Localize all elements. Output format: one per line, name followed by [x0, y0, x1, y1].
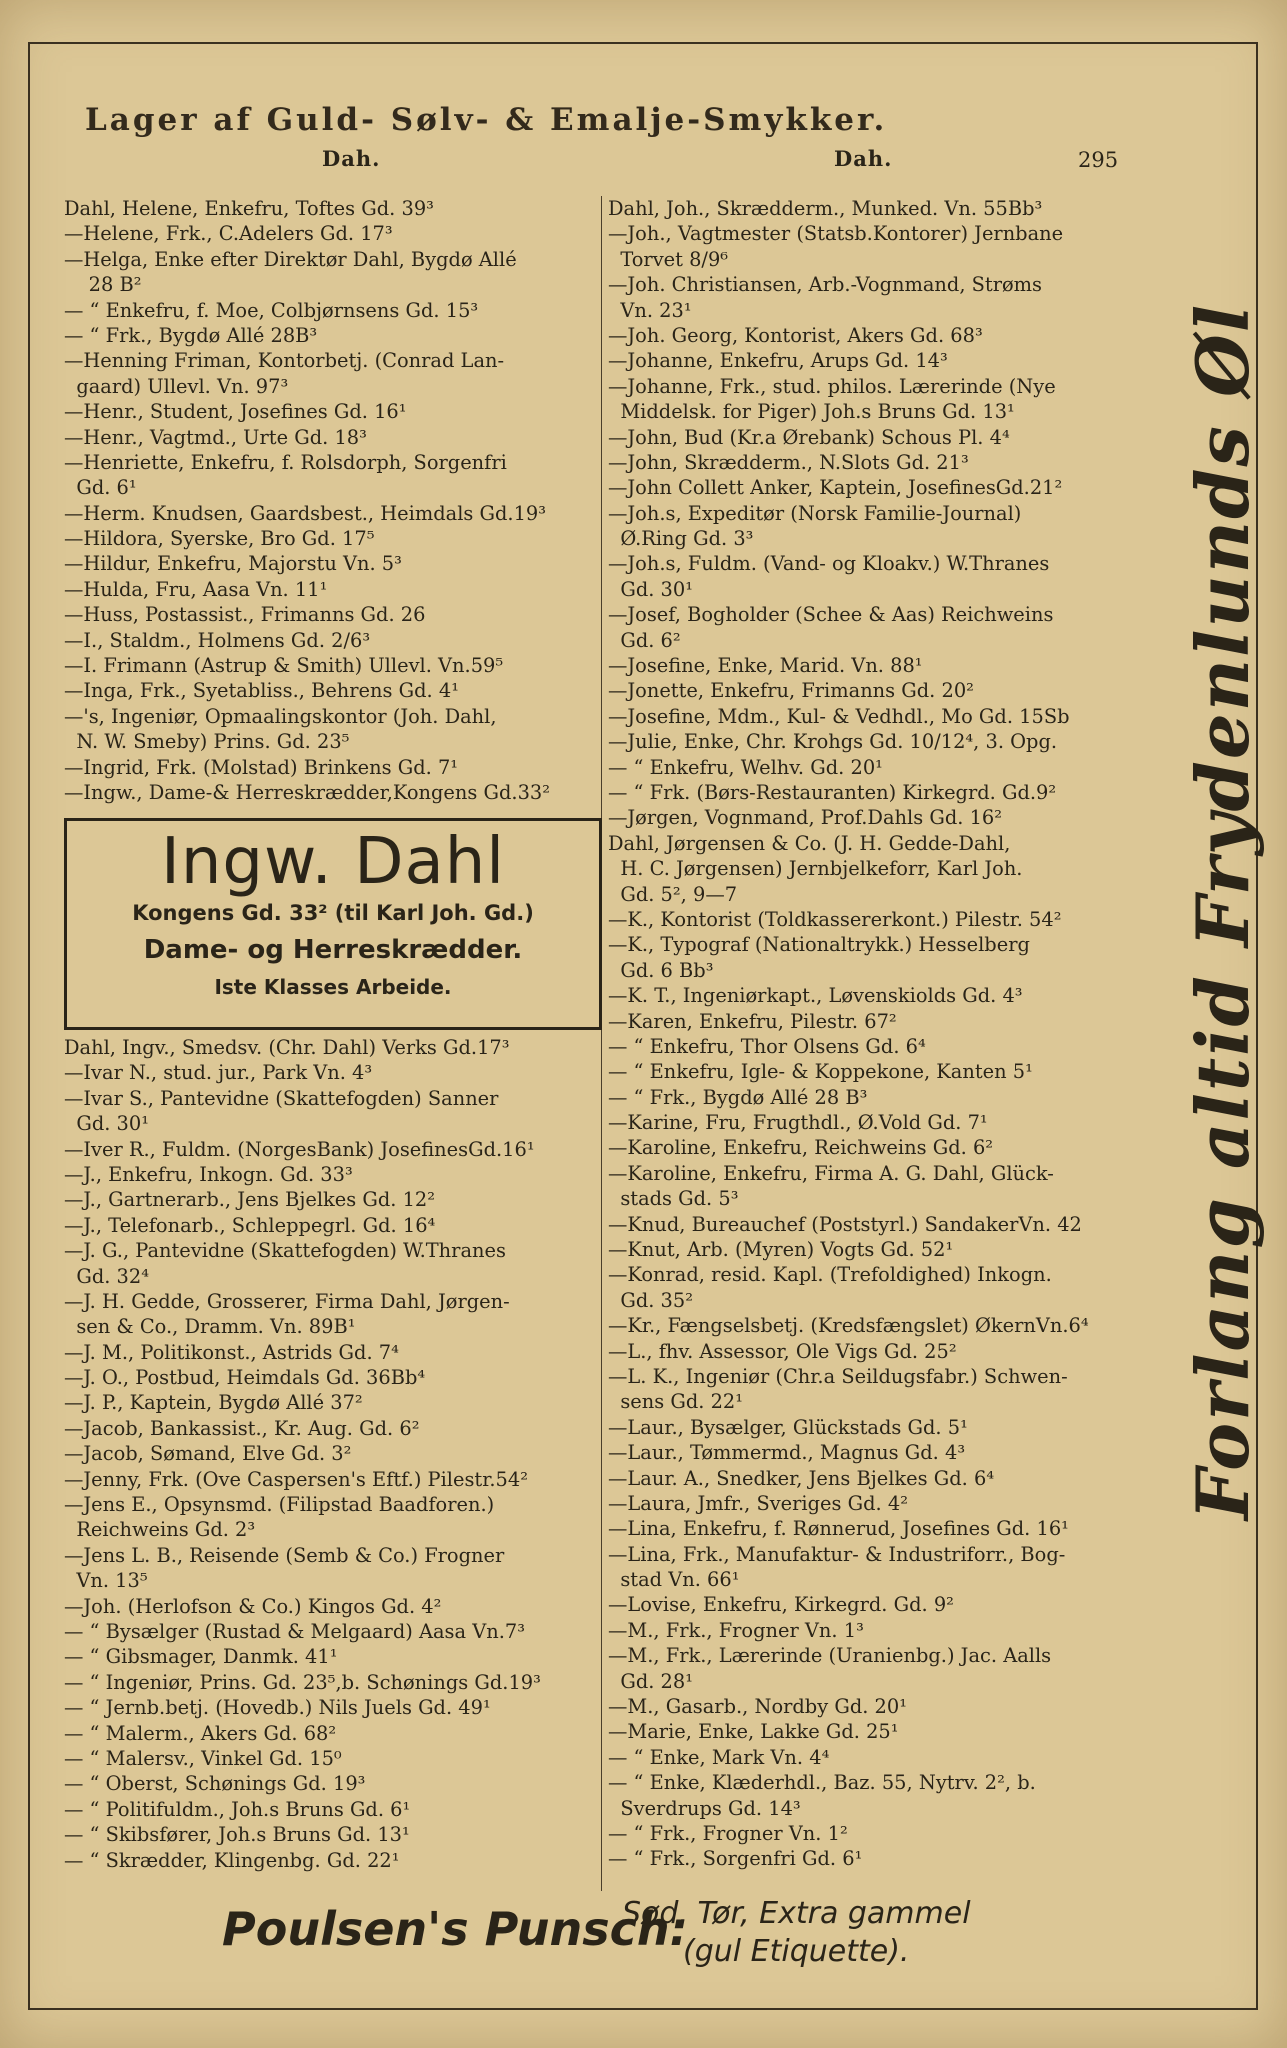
directory-entry: —Lina, Enkefru, f. Rønnerud, Josefines Gd. 16¹ — [608, 1517, 1069, 1541]
directory-entry: —L., fhv. Assessor, Ole Vigs Gd. 25² — [608, 1339, 957, 1363]
directory-entry: —Josefine, Mdm., Kul- & Vedhdl., Mo Gd. 15Sb — [608, 704, 1070, 728]
directory-entry: —M., Gasarb., Nordby Gd. 20¹ — [608, 1695, 908, 1719]
directory-entry: —Jonette, Enkefru, Frimanns Gd. 20² — [608, 679, 974, 703]
directory-entry: —Ingrid, Frk. (Molstad) Brinkens Gd. 7¹ — [64, 755, 459, 779]
directory-entry: —Laura, Jmfr., Sveriges Gd. 4² — [608, 1491, 908, 1515]
directory-entry: Dahl, Helene, Enkefru, Toftes Gd. 39³ — [64, 197, 434, 220]
directory-entry: —Hildora, Syerske, Bro Gd. 17⁵ — [64, 527, 375, 551]
directory-entry: N. W. Smeby) Prins. Gd. 23⁵ — [64, 730, 350, 754]
directory-entry: —L. K., Ingeniør (Chr.a Seildugsfabr.) Schwen- — [608, 1364, 1068, 1388]
directory-entry: — “ Skrædder, Klingenbg. Gd. 22¹ — [64, 1848, 400, 1872]
directory-entry: —Jenny, Frk. (Ove Caspersen's Eftf.) Pilestr.54² — [64, 1467, 528, 1491]
directory-entry: —Hulda, Fru, Aasa Vn. 11¹ — [64, 577, 328, 601]
directory-entry: —Laur., Tømmermd., Magnus Gd. 4³ — [608, 1441, 966, 1465]
directory-entry: — “ Gibsmager, Danmk. 41¹ — [64, 1645, 338, 1669]
page-header-title: Lager af Guld- Sølv- & Emalje-Smykker. — [85, 102, 888, 138]
directory-entry: —Kr., Fængselsbetj. (Kredsfængslet) ØkernVn.6⁴ — [608, 1314, 1089, 1338]
directory-entry: — “ Skibsfører, Joh.s Bruns Gd. 13¹ — [64, 1823, 410, 1847]
directory-entry: —M., Frk., Lærerinde (Uranienbg.) Jac. Aalls — [608, 1644, 1052, 1668]
directory-entry: —Henr., Student, Josefines Gd. 16¹ — [64, 400, 407, 424]
running-head-left: Dah. — [322, 146, 381, 171]
directory-entry: Dahl, Joh., Skrædderm., Munked. Vn. 55Bb³ — [608, 197, 1043, 220]
directory-entry: —I. Frimann (Astrup & Smith) Ullevl. Vn.59⁵ — [64, 654, 504, 678]
directory-entry: —Karoline, Enkefru, Firma A. G. Dahl, Glück- — [608, 1161, 1054, 1185]
directory-entry: —Jacob, Sømand, Elve Gd. 3² — [64, 1442, 352, 1466]
directory-entry: Torvet 8/9⁶ — [608, 247, 729, 271]
directory-entry: Middelsk. for Piger) Joh.s Bruns Gd. 13¹ — [608, 400, 1015, 424]
directory-entry: —Joh.s, Fuldm. (Vand- og Kloakv.) W.Thranes — [608, 552, 1050, 576]
directory-entry: —J., Gartnerarb., Jens Bjelkes Gd. 12² — [64, 1188, 436, 1212]
directory-entry: —Inga, Frk., Syetabliss., Behrens Gd. 4¹ — [64, 679, 459, 703]
directory-entry: —Julie, Enke, Chr. Krohgs Gd. 10/12⁴, 3. Opg. — [608, 730, 1058, 754]
directory-entry: Ø.Ring Gd. 3³ — [608, 527, 754, 551]
directory-entry: sen & Co., Dramm. Vn. 89B¹ — [64, 1315, 356, 1339]
directory-entry: —Joh.s, Expeditør (Norsk Familie-Journal) — [608, 501, 1022, 525]
directory-entry: —Ivar N., stud. jur., Park Vn. 4³ — [64, 1061, 373, 1085]
directory-entry: —M., Frk., Frogner Vn. 1³ — [608, 1618, 864, 1642]
directory-entry: —Helga, Enke efter Direktør Dahl, Bygdø Allé — [64, 247, 517, 271]
directory-entry: — “ Frk., Frogner Vn. 1² — [608, 1822, 848, 1845]
directory-entry: —Jens L. B., Reisende (Semb & Co.) Frogner — [64, 1543, 505, 1567]
directory-entry: —Ingw., Dame-& Herreskrædder,Kongens Gd.33² — [64, 780, 551, 804]
directory-entry: stads Gd. 5³ — [608, 1187, 739, 1211]
directory-entry: —Josef, Bogholder (Schee & Aas) Reichweins — [608, 603, 1054, 627]
ad-name: Ingw. Dahl — [160, 825, 506, 899]
directory-entry: — “ Frk., Bygdø Allé 28B³ — [64, 323, 318, 347]
directory-entry: —K., Typograf (Nationaltrykk.) Hesselberg — [608, 933, 1030, 957]
bottom-ad-line2: (gul Etiquette). — [683, 1934, 910, 1969]
directory-entry: —Lina, Frk., Manufaktur- & Industriforr., Bog- — [608, 1542, 1066, 1566]
directory-entry: Gd. 6¹ — [64, 476, 137, 500]
directory-entry: —J., Enkefru, Inkogn. Gd. 33³ — [64, 1162, 353, 1186]
directory-entry: —Laur. A., Snedker, Jens Bjelkes Gd. 6⁴ — [608, 1466, 995, 1490]
directory-entry: —Joh. Georg, Kontorist, Akers Gd. 68³ — [608, 323, 983, 347]
directory-entry: — “ Enkefru, Igle- & Koppekone, Kanten 5¹ — [608, 1060, 1033, 1084]
directory-entry: — “ Jernb.betj. (Hovedb.) Nils Juels Gd. 49¹ — [64, 1696, 491, 1720]
directory-entry: — “ Frk., Bygdø Allé 28 B³ — [608, 1085, 868, 1109]
directory-entry: —Marie, Enke, Lakke Gd. 25¹ — [608, 1720, 899, 1744]
directory-entry: — “ Frk. (Børs-Restauranten) Kirkegrd. Gd.9² — [608, 780, 1057, 804]
left-column-entries-top — [64, 196, 604, 805]
directory-entry: —Jørgen, Vognmand, Prof.Dahls Gd. 16² — [608, 806, 1003, 830]
directory-entry: —K. T., Ingeniørkapt., Løvenskiolds Gd. 4³ — [608, 984, 1023, 1008]
directory-entry: Vn. 13⁵ — [64, 1569, 148, 1593]
ad-quality: Iste Klasses Arbeide. — [214, 975, 452, 999]
directory-entry: gaard) Ullevl. Vn. 97³ — [64, 374, 289, 398]
directory-entry: — “ Oberst, Schønings Gd. 19³ — [64, 1772, 366, 1796]
directory-entry: —John Collett Anker, Kaptein, JosefinesGd.21² — [608, 476, 1063, 500]
directory-entry: stad Vn. 66¹ — [608, 1568, 740, 1592]
directory-entry: Dahl, Jørgensen & Co. (J. H. Gedde-Dahl, — [608, 831, 1011, 855]
directory-entry: —Joh. (Herlofson & Co.) Kingos Gd. 4² — [64, 1594, 442, 1618]
directory-entry: —Josefine, Enke, Marid. Vn. 88¹ — [608, 654, 923, 678]
directory-entry: —John, Bud (Kr.a Ørebank) Schous Pl. 4⁴ — [608, 425, 1010, 449]
directory-entry: —Knut, Arb. (Myren) Vogts Gd. 52¹ — [608, 1238, 954, 1262]
directory-entry: Gd. 35² — [608, 1288, 694, 1312]
directory-entry: —'s, Ingeniør, Opmaalingskontor (Joh. Dahl, — [64, 704, 497, 728]
directory-entry: — “ Politifuldm., Joh.s Bruns Gd. 6¹ — [64, 1797, 411, 1821]
directory-entry: Gd. 32⁴ — [64, 1264, 150, 1288]
directory-entry: —Herm. Knudsen, Gaardsbest., Heimdals Gd.19³ — [64, 501, 547, 525]
side-advertisement: Forlang altid Frydenlunds Øl — [1180, 302, 1265, 1520]
right-column-entries — [608, 196, 1168, 1872]
bottom-ad-brand: Poulsen's Punsch: — [222, 1902, 688, 1956]
directory-entry: — “ Enke, Klæderhdl., Baz. 55, Nytrv. 2², b. — [608, 1771, 1036, 1795]
directory-entry: —Lovise, Enkefru, Kirkegrd. Gd. 9² — [608, 1593, 954, 1617]
directory-entry: — “ Frk., Sorgenfri Gd. 6¹ — [608, 1847, 863, 1871]
page-number: 295 — [1078, 148, 1119, 172]
running-head-right: Dah. — [834, 146, 893, 171]
directory-entry: —John, Skrædderm., N.Slots Gd. 21³ — [608, 450, 969, 474]
directory-entry: —J. M., Politikonst., Astrids Gd. 7⁴ — [64, 1340, 399, 1364]
left-column-entries-bottom — [64, 1035, 604, 1873]
directory-entry: —Karen, Enkefru, Pilestr. 67² — [608, 1009, 897, 1033]
directory-entry: — “ Bysælger (Rustad & Melgaard) Aasa Vn.7³ — [64, 1619, 525, 1643]
directory-entry: — “ Enkefru, Thor Olsens Gd. 6⁴ — [608, 1034, 926, 1058]
directory-entry: —Helene, Frk., C.Adelers Gd. 17³ — [64, 222, 393, 246]
directory-entry: —Johanne, Enkefru, Arups Gd. 14³ — [608, 349, 948, 373]
directory-entry: —Johanne, Frk., stud. philos. Lærerinde (Nye — [608, 374, 1056, 398]
directory-entry: sens Gd. 22¹ — [608, 1390, 744, 1414]
directory-entry: Vn. 23¹ — [608, 298, 692, 322]
directory-entry: —K., Kontorist (Toldkassererkont.) Pilestr. 54² — [608, 907, 1062, 931]
directory-entry: Reichweins Gd. 2³ — [64, 1518, 256, 1542]
directory-entry: H. C. Jørgensen) Jernbjelkeforr, Karl Joh. — [608, 857, 1023, 881]
directory-entry: — “ Malerm., Akers Gd. 68² — [64, 1721, 337, 1745]
directory-entry: —Hildur, Enkefru, Majorstu Vn. 5³ — [64, 552, 402, 576]
directory-entry: —Iver R., Fuldm. (NorgesBank) JosefinesGd.16¹ — [64, 1137, 535, 1161]
directory-entry: Gd. 30¹ — [608, 577, 694, 601]
directory-entry: Gd. 6² — [608, 628, 681, 652]
directory-entry: —Henriette, Enkefru, f. Rolsdorph, Sorgenfri — [64, 450, 507, 474]
directory-entry: —Ivar S., Pantevidne (Skattefogden) Sanner — [64, 1086, 499, 1110]
directory-entry: —Karoline, Enkefru, Reichweins Gd. 6² — [608, 1136, 994, 1160]
directory-entry: Sverdrups Gd. 14³ — [608, 1796, 801, 1820]
directory-entry: —J. O., Postbud, Heimdals Gd. 36Bb⁴ — [64, 1366, 426, 1390]
directory-entry: —Laur., Bysælger, Glückstads Gd. 5¹ — [608, 1415, 968, 1439]
directory-entry: —Joh. Christiansen, Arb.-Vognmand, Strøms — [608, 273, 1043, 297]
directory-entry: —Karine, Fru, Frugthdl., Ø.Vold Gd. 7¹ — [608, 1111, 988, 1135]
directory-entry: —J., Telefonarb., Schleppegrl. Gd. 16⁴ — [64, 1213, 436, 1237]
directory-entry: Gd. 30¹ — [64, 1112, 150, 1136]
directory-entry: Dahl, Ingv., Smedsv. (Chr. Dahl) Verks Gd.17³ — [64, 1036, 510, 1059]
directory-entry: — “ Malersv., Vinkel Gd. 15⁰ — [64, 1746, 342, 1770]
directory-entry: —Jens E., Opsynsmd. (Filipstad Baadforen.) — [64, 1493, 495, 1517]
ad-address: Kongens Gd. 33² (til Karl Joh. Gd.) — [132, 901, 534, 925]
directory-entry: —Henning Friman, Kontorbetj. (Conrad Lan- — [64, 349, 505, 373]
directory-entry: —I., Staldm., Holmens Gd. 2/6³ — [64, 628, 371, 652]
directory-entry: — “ Enkefru, f. Moe, Colbjørnsens Gd. 15³ — [64, 298, 479, 322]
bottom-ad-line1: Sød, Tør, Extra gammel — [622, 1896, 971, 1931]
ingw-dahl-advertisement — [64, 818, 602, 1030]
directory-entry: —Huss, Postassist., Frimanns Gd. 26 — [64, 603, 426, 627]
directory-entry: —J. G., Pantevidne (Skattefogden) W.Thranes — [64, 1239, 506, 1263]
directory-entry: 28 B² — [64, 273, 142, 297]
directory-entry: —Joh., Vagtmester (Statsb.Kontorer) Jernbane — [608, 222, 1064, 246]
directory-entry: —J. H. Gedde, Grosserer, Firma Dahl, Jørgen- — [64, 1289, 510, 1313]
directory-entry: — “ Enkefru, Welhv. Gd. 20¹ — [608, 755, 883, 779]
directory-entry: —Jacob, Bankassist., Kr. Aug. Gd. 6² — [64, 1416, 420, 1440]
directory-entry: — “ Enke, Mark Vn. 4⁴ — [608, 1745, 830, 1769]
ad-trade: Dame- og Herreskrædder. — [143, 935, 523, 965]
directory-entry: Gd. 6 Bb³ — [608, 958, 714, 982]
directory-entry: —J. P., Kaptein, Bygdø Allé 37² — [64, 1391, 363, 1415]
directory-entry: Gd. 5², 9—7 — [608, 882, 738, 906]
directory-entry: —Henr., Vagtmd., Urte Gd. 18³ — [64, 425, 367, 449]
directory-entry: Gd. 28¹ — [608, 1669, 694, 1693]
directory-entry: — “ Ingeniør, Prins. Gd. 23⁵,b. Schønings Gd.19³ — [64, 1670, 541, 1694]
bottom-ad-description — [622, 1895, 971, 1971]
directory-entry: —Konrad, resid. Kapl. (Trefoldighed) Inkogn. — [608, 1263, 1052, 1287]
directory-entry: —Knud, Bureauchef (Poststyrl.) SandakerVn. 42 — [608, 1212, 1082, 1236]
